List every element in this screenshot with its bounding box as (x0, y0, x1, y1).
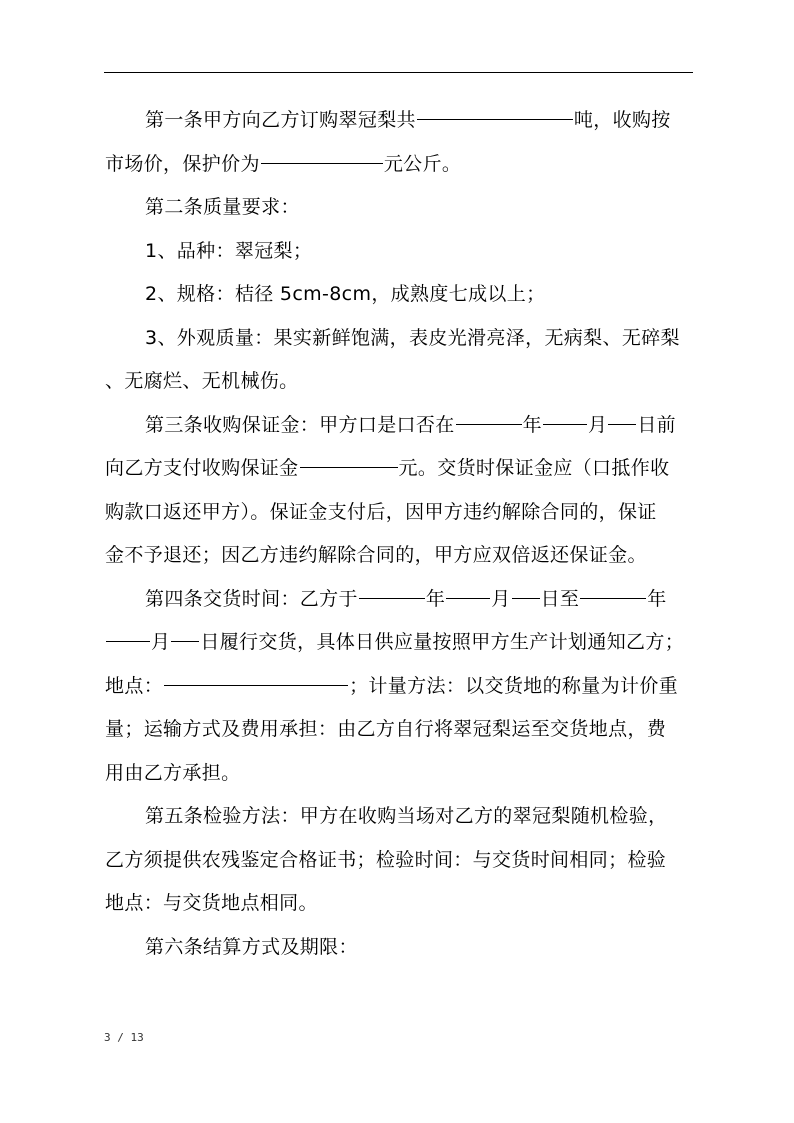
text-segment: 年 (647, 587, 667, 610)
blank-field-day[interactable] (512, 597, 540, 599)
article-4-line-4: 量；运输方式及费用承担：由乙方自行将翠冠梨运至交货地点，费 (105, 718, 667, 740)
article-4-line-3 (105, 665, 693, 709)
blank-field-quantity[interactable] (417, 118, 573, 120)
article-3-line-2 (105, 447, 693, 491)
blank-field-day[interactable] (171, 640, 199, 642)
article-2-item-2: 2、规格：桔径 5cm-8cm，成熟度七成以上； (145, 283, 546, 305)
blank-field-month[interactable] (543, 423, 587, 425)
article-3-line-4: 金不予退还；因乙方违约解除合同的，甲方应双倍返还保证金。 (105, 544, 647, 566)
text-segment: 年 (522, 413, 542, 436)
article-2-title: 第二条质量要求： (145, 196, 300, 218)
blank-field-price[interactable] (261, 162, 383, 164)
blank-field-month[interactable] (446, 597, 490, 599)
text-segment: 元公斤。 (383, 152, 462, 175)
blank-field-day[interactable] (608, 423, 636, 425)
text-segment: 向乙方支付收购保证金 (105, 457, 299, 479)
text-segment: 第三条收购保证金：甲方口是口否在 (145, 413, 455, 436)
text-segment: 年 (425, 587, 446, 610)
article-6-title: 第六条结算方式及期限： (145, 935, 358, 958)
blank-field-year[interactable] (359, 597, 425, 599)
text-segment: 第一条甲方向乙方订购翠冠梨共 (145, 109, 416, 131)
document-body (105, 99, 693, 969)
text-segment: 月 (491, 587, 511, 610)
text-segment: 元。交货时保证金应（口抵作收 (398, 457, 670, 479)
article-4-line-5: 用由乙方承担。 (105, 761, 241, 784)
text-segment: 日至 (540, 587, 580, 610)
article-2-item-3-line-2: 、无腐烂、无机械伤。 (105, 370, 299, 392)
article-5-line-3: 地点：与交货地点相同。 (105, 892, 318, 914)
article-4-line-2 (105, 621, 693, 665)
blank-field-month[interactable] (106, 640, 150, 642)
header-rule (104, 72, 693, 73)
text-segment: 月 (151, 631, 171, 653)
text-segment: 第四条交货时间：乙方于 (145, 587, 358, 610)
blank-field-year[interactable] (580, 597, 646, 599)
text-segment: 日履行交货，具体日供应量按照甲方生产计划通知乙方； (200, 631, 685, 653)
page-number: 3 / 13 (104, 1031, 144, 1044)
article-2-item-3-line-1: 3、外观质量：果实新鲜饱满，表皮光滑亮泽，无病梨、无碎梨 (145, 326, 680, 349)
article-1-line-2 (105, 143, 693, 187)
article-5-line-1: 第五条检验方法：甲方在收购当场对乙方的翠冠梨随机检验， (145, 805, 668, 827)
blank-field-deposit[interactable] (300, 466, 398, 468)
text-segment: 地点： (105, 674, 164, 697)
text-segment: ；计量方法：以交货地的称量为计价重 (349, 674, 679, 697)
blank-field-location[interactable] (164, 684, 348, 686)
blank-field-year[interactable] (456, 423, 522, 425)
article-2-item-1: 1、品种：翠冠梨； (145, 239, 313, 262)
text-segment: 月 (587, 413, 608, 436)
article-3-line-1 (105, 404, 693, 448)
article-5-line-2: 乙方须提供农残鉴定合格证书；检验时间：与交货时间相同；检验 (105, 848, 667, 871)
article-1-line-1 (105, 99, 693, 143)
article-3-line-3: 购款口返还甲方）。保证金支付后，因甲方违约解除合同的，保证 (105, 500, 657, 523)
text-segment: 吨，收购按 (573, 109, 671, 131)
text-segment: 市场价，保护价为 (105, 152, 260, 175)
text-segment: 日前 (637, 413, 677, 436)
article-4-line-1 (105, 578, 693, 622)
